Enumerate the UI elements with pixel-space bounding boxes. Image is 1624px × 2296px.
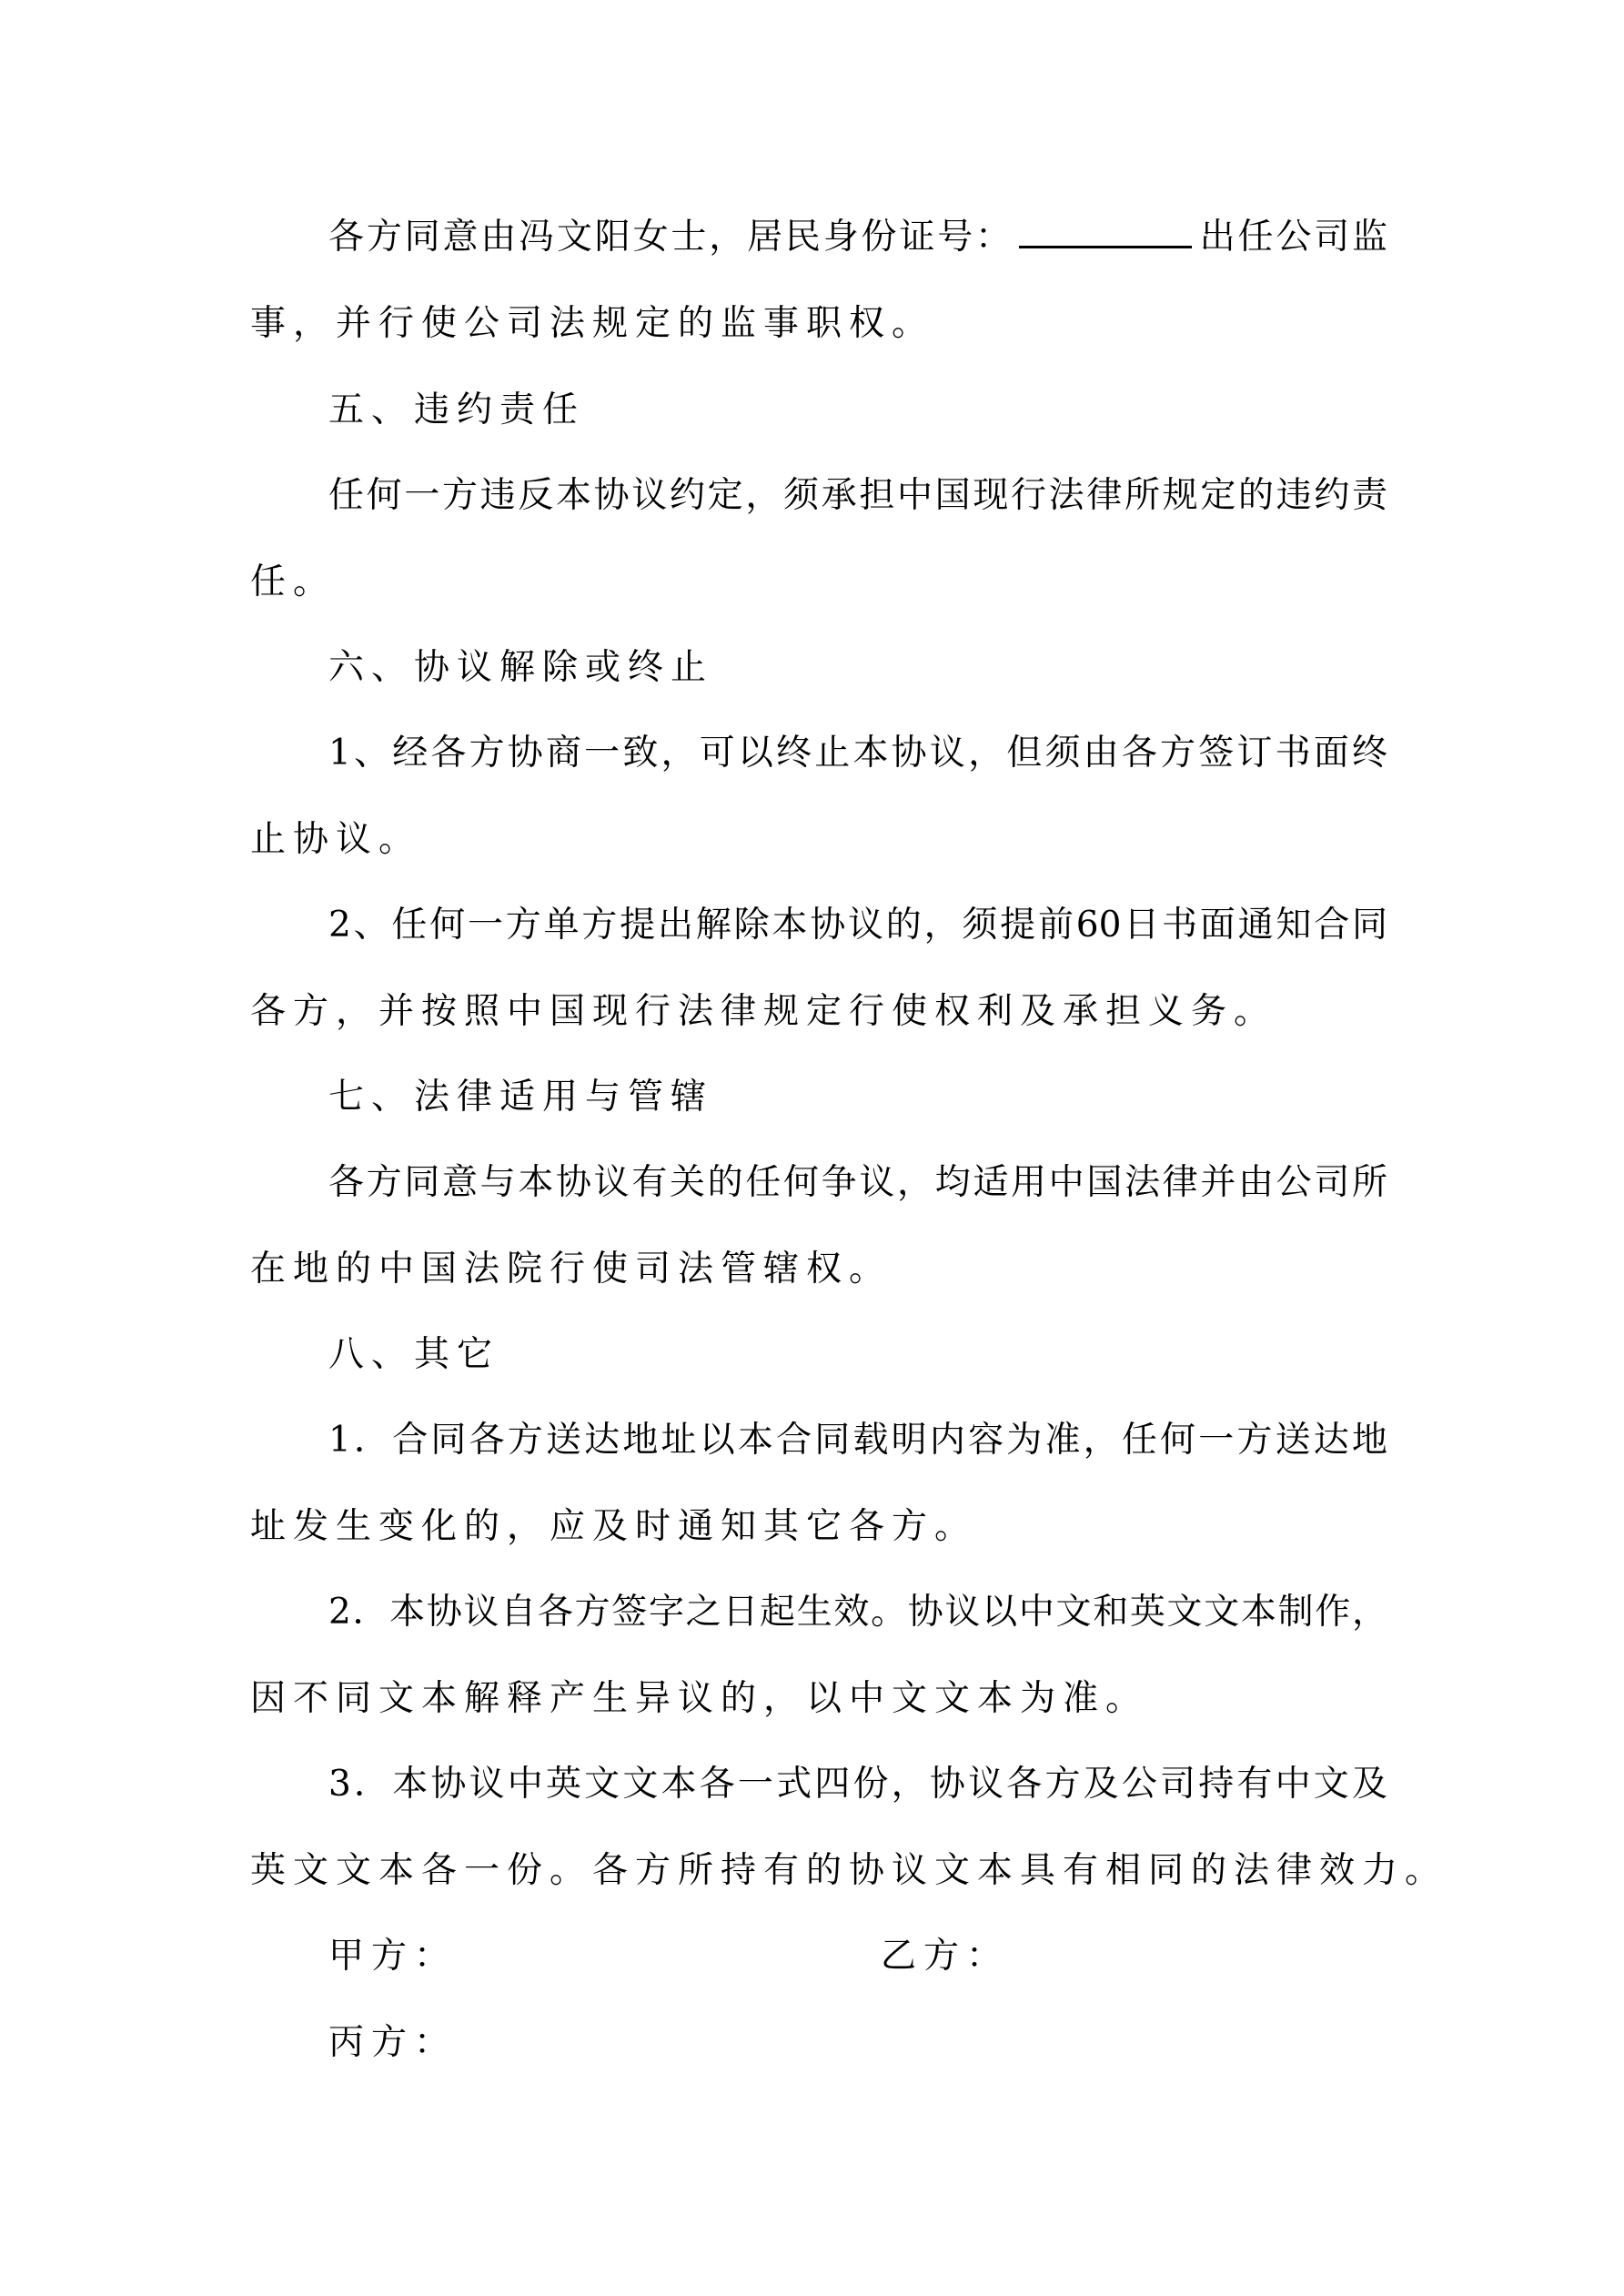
section5-line-2: 任。 — [250, 561, 337, 602]
section6-item1-line-1: 1、经各方协商一致，可以终止本协议，但须由各方签订书面终 — [328, 733, 1387, 774]
section8-item2-line-2: 因不同文本解释产生异议的，以中文文本为准。 — [250, 1678, 1149, 1719]
section8-item3-line-1: 3．本协议中英文文本各一式四份，协议各方及公司持有中文及 — [328, 1764, 1387, 1805]
section7-line-2: 在地的中国法院行使司法管辖权。 — [250, 1249, 893, 1290]
section8-heading: 八、其它 — [328, 1334, 500, 1375]
section6-item2-line-2: 各方，并按照中国现行法律规定行使权利及承担义务。 — [250, 991, 1277, 1032]
supervisor-line-1 — [328, 216, 1387, 259]
section7-heading: 七、法律适用与管辖 — [328, 1077, 714, 1118]
party-b-label: 乙方： — [881, 1936, 1010, 1977]
section8-item1-line-2: 址发生变化的，应及时通知其它各方。 — [250, 1506, 978, 1547]
supervisor-text-prefix: 各方同意由冯文阳女士，居民身份证号： — [328, 217, 1014, 258]
section5-heading: 五、违约责任 — [328, 389, 586, 430]
party-c-label: 丙方： — [328, 2022, 458, 2063]
section8-item3-line-2: 英文文本各一份。各方所持有的协议文本具有相同的法律效力。 — [250, 1850, 1448, 1891]
section6-heading: 六、协议解除或终止 — [328, 647, 714, 688]
section5-line-1: 任何一方违反本协议约定，须承担中国现行法律所规定的违约责 — [328, 475, 1387, 516]
section8-item2-line-1: 2．本协议自各方签字之日起生效。协议以中文和英文文本制作， — [328, 1592, 1387, 1633]
id-number-blank — [1019, 217, 1192, 248]
party-a-label: 甲方： — [328, 1936, 458, 1977]
section6-item2-line-1: 2、任何一方单方提出解除本协议的，须提前60日书面通知合同 — [328, 905, 1387, 946]
section7-line-1: 各方同意与本协议有关的任何争议，均适用中国法律并由公司所 — [328, 1162, 1387, 1203]
supervisor-line-2: 事，并行使公司法规定的监事职权。 — [250, 303, 935, 344]
section8-item1-line-1: 1．合同各方送达地址以本合同载明内容为准，任何一方送达地 — [328, 1420, 1387, 1461]
section6-item1-line-2: 止协议。 — [250, 819, 422, 860]
supervisor-text-suffix: 出任公司监 — [1196, 217, 1387, 258]
